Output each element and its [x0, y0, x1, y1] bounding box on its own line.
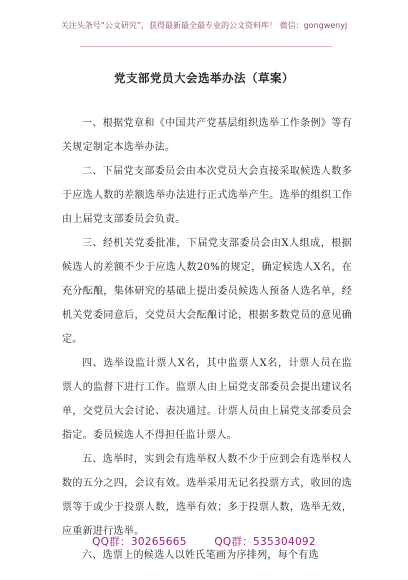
header-note: 关注头条号“公文研究”，获得最新最全最专业的公文资料库！ 微信：gongwenyj: [60, 21, 348, 30]
footer-qq-group-1: QQ群：30265665: [92, 536, 187, 548]
paragraph-5: 五、选举时，实到会有选举权人数不少于应到会有选举权人数的五分之四，会议有效。选举采用无记名投票方式，收回的选票等于或少于投票人数，选举有效；多于投票人数，选举无效，应重新进行选举。: [62, 454, 352, 537]
header-divider: [80, 46, 332, 47]
paragraph-3: 三、经机关党委批准，下届党支部委员会由X人组成，根据候选人的差额不少于应选人数20%的规定，确定候选人X名，在充分酝酿，集体研究的基础上提出委员候选人预备人选名单，经机关党委同意后，交党员大会酝酿讨论，根据多数党员的意见确定。: [62, 238, 352, 345]
paragraph-6: 六、选票上的候选人以姓氏笔画为序排列，每个有选: [82, 550, 319, 561]
footer: [0, 534, 408, 549]
document-title: 党支部党员大会选举办法（草案）: [114, 71, 294, 85]
paragraph-4: 四、选举设监计票人X名，其中监票人X名，计票人员在监票人的监督下进行工作。监票人由上届党支部委员会提出建议名单，交党员大会讨论、表决通过。计票人员由上届党支部委员会指定。委员候选人不得担任监计票人。: [62, 358, 352, 441]
paragraph-1: 一、根据党章和《中国共产党基层组织选举工作条例》等有关规定制定本选举办法。: [62, 118, 352, 153]
document-body: [62, 112, 352, 568]
footer-qq-group-2: QQ群：535304092: [214, 536, 316, 548]
paragraph-2: 二、下届党支部委员会由本次党员大会直接采取候选人数多于应选人数的差额选举办法进行正式选举产生。选举的组织工作由上届党支部委员会负责。: [62, 166, 352, 225]
